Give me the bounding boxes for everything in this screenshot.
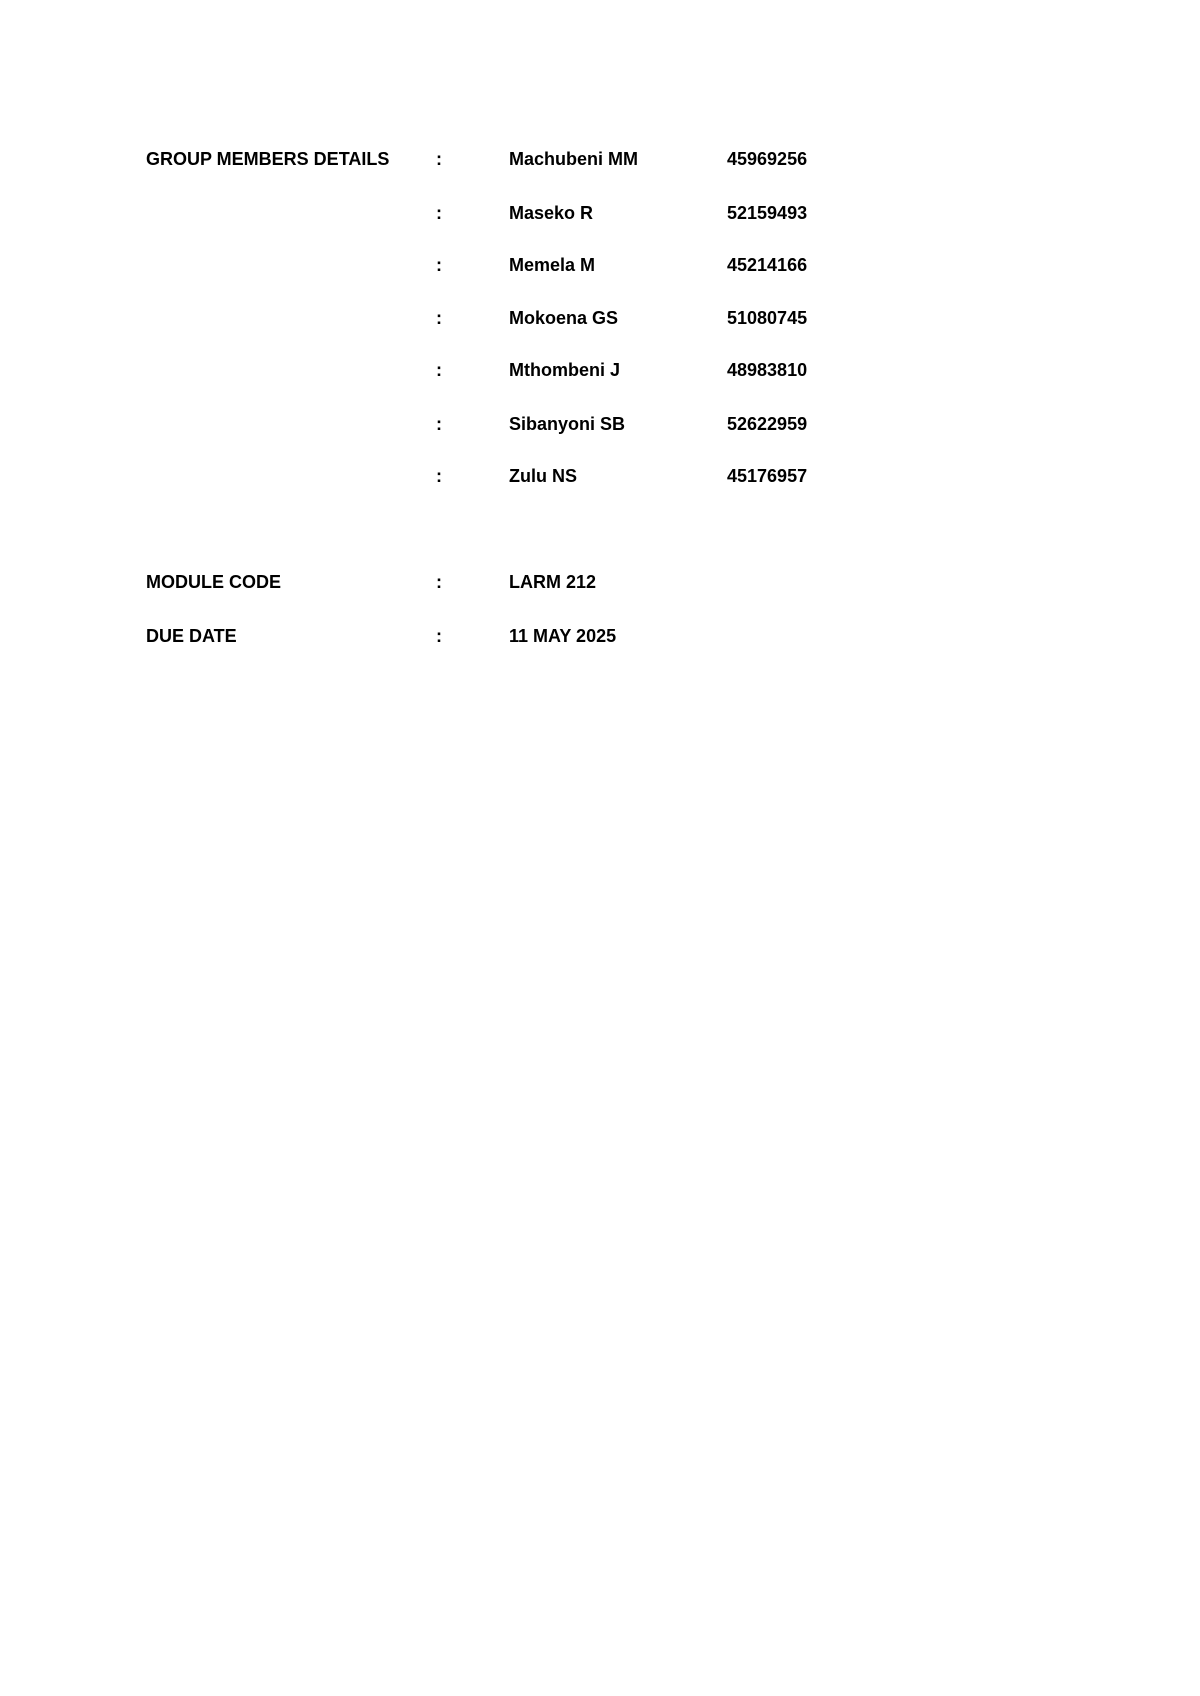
member-student-number: 52622959 bbox=[727, 414, 808, 434]
separator-colon: : bbox=[436, 466, 442, 486]
separator-colon: : bbox=[436, 360, 442, 380]
group-member-row bbox=[0, 250, 1200, 280]
member-name: Mthombeni J bbox=[509, 360, 620, 380]
group-member-row bbox=[0, 144, 1200, 174]
member-student-number: 48983810 bbox=[727, 360, 808, 380]
member-student-number: 45969256 bbox=[727, 149, 808, 169]
due-date-label: DUE DATE bbox=[146, 626, 237, 646]
separator-colon: : bbox=[436, 414, 442, 434]
separator-colon: : bbox=[436, 255, 442, 275]
module-code-row bbox=[0, 567, 1200, 597]
separator-colon: : bbox=[436, 308, 442, 328]
member-name: Mokoena GS bbox=[509, 308, 619, 328]
member-name: Memela M bbox=[509, 255, 596, 275]
member-student-number: 51080745 bbox=[727, 308, 808, 328]
separator-colon: : bbox=[436, 149, 442, 169]
group-member-row bbox=[0, 461, 1200, 491]
group-member-row bbox=[0, 198, 1200, 228]
separator-colon: : bbox=[436, 626, 442, 646]
member-name: Machubeni MM bbox=[509, 149, 638, 169]
module-code-label: MODULE CODE bbox=[146, 572, 281, 592]
separator-colon: : bbox=[436, 572, 442, 592]
module-code-value: LARM 212 bbox=[509, 572, 597, 592]
member-name: Sibanyoni SB bbox=[509, 414, 626, 434]
member-name: Zulu NS bbox=[509, 466, 577, 486]
separator-colon: : bbox=[436, 203, 442, 223]
due-date-row bbox=[0, 621, 1200, 651]
member-student-number: 45214166 bbox=[727, 255, 808, 275]
group-member-row bbox=[0, 355, 1200, 385]
member-name: Maseko R bbox=[509, 203, 594, 223]
group-member-row bbox=[0, 303, 1200, 333]
group-member-row bbox=[0, 409, 1200, 439]
due-date-value: 11 MAY 2025 bbox=[509, 626, 617, 646]
group-members-label: GROUP MEMBERS DETAILS bbox=[146, 149, 390, 169]
member-student-number: 52159493 bbox=[727, 203, 808, 223]
member-student-number: 45176957 bbox=[727, 466, 808, 486]
